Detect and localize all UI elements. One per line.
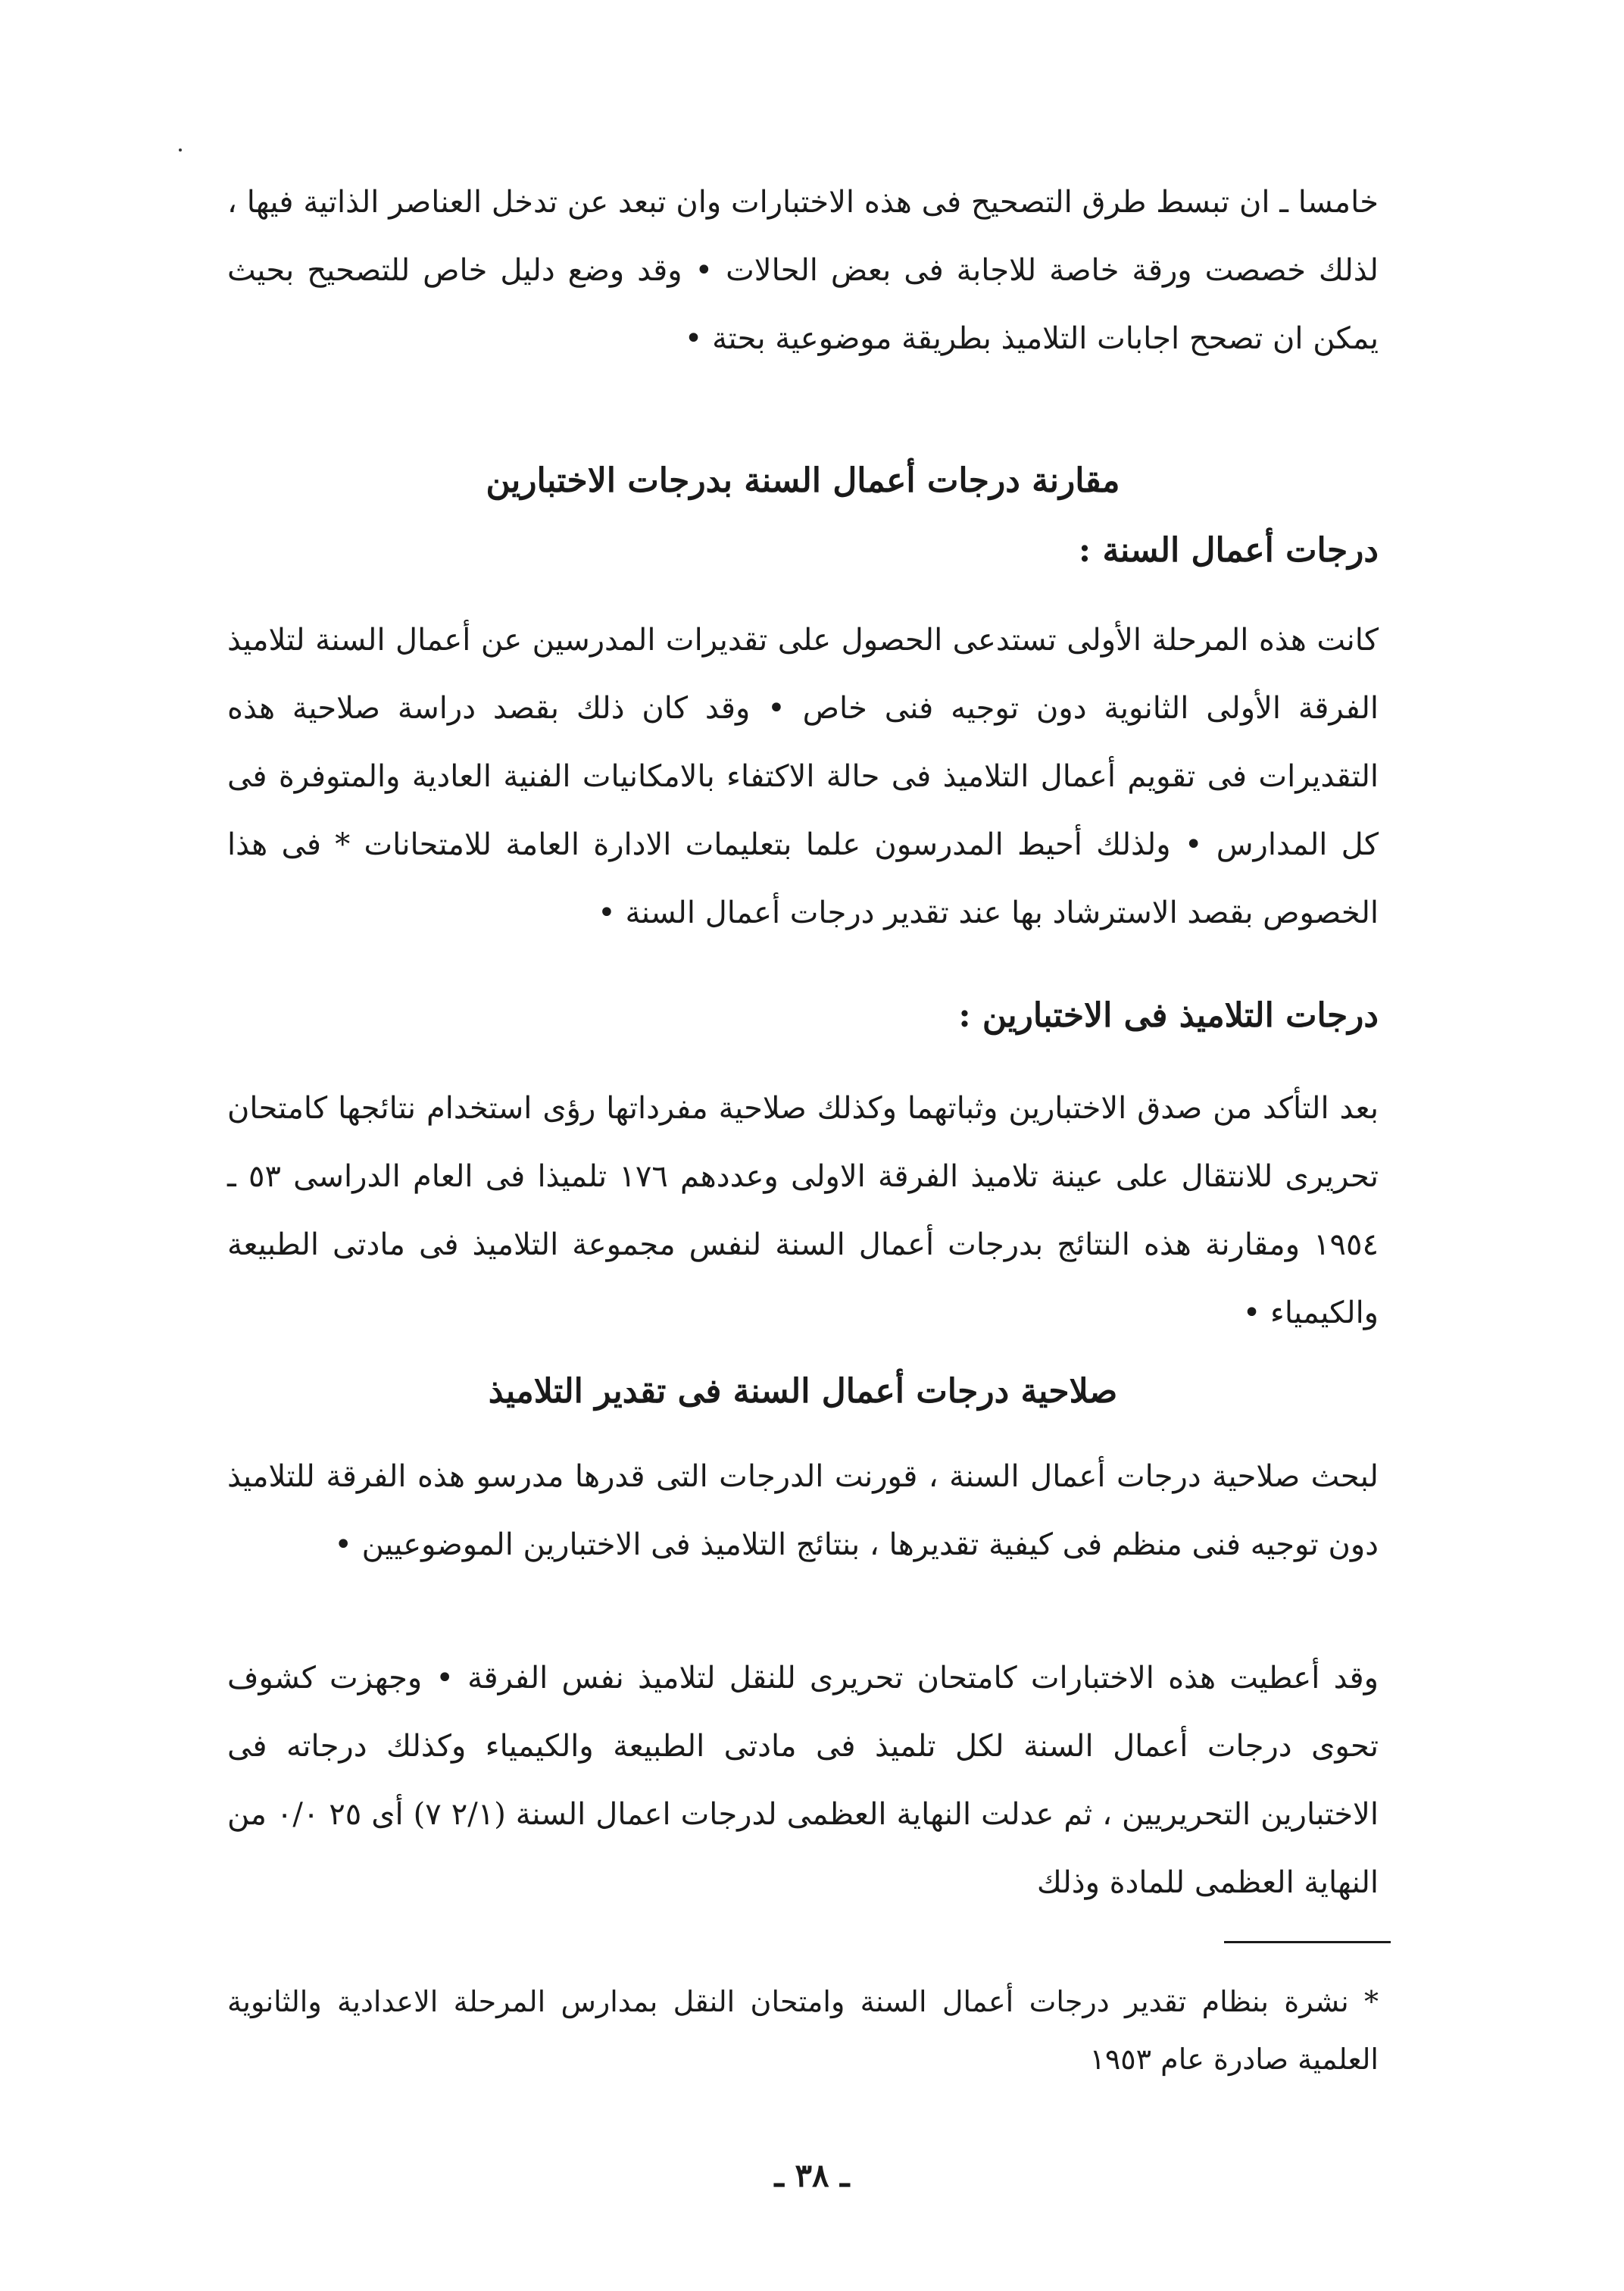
- paragraph-validity-1: لبحث صلاحية درجات أعمال السنة ، قورنت الدرجات التى قدرها مدرسو هذه الفرقة للتلاميذ دون توجيه فنى منظم فى كيفية تقديرها ، بنتائج التلاميذ فى الاختبارين الموضوعيين •: [227, 1459, 1379, 1562]
- heading-comparison: مقارنة درجات أعمال السنة بدرجات الاختبارين: [486, 461, 1120, 500]
- footnote: * نشرة بنظام تقدير درجات أعمال السنة وامتحان النقل بمدارس المرحلة الاعدادية والثانوية العلمية صادرة عام ١٩٥٣: [227, 1985, 1379, 2076]
- paragraph-validity-2: وقد أعطيت هذه الاختبارات كامتحان تحريرى للنقل لتلاميذ نفس الفرقة • وجهزت كشوف تحوى درجات أعمال السنة لكل تلميذ فى مادتى الطبيعة والكيمياء وكذلك درجاته فى الاختبارين التحريريين ، ثم عدلت النهاية العظمى لدرجات اعمال السنة (٢/١ ٧) أى ٢٥ ٠/٠ من النهاية العظمى للمادة وذلك: [227, 1661, 1379, 1900]
- paragraph-intro: خامسا ـ ان تبسط طرق التصحيح فى هذه الاختبارات وان تبعد عن تدخل العناصر الذاتية فيها ، لذلك خصصت ورقة خاصة للاجابة فى بعض الحالات • وقد وضع دليل خاص للتصحيح بحيث يمكن ان تصحح اجابات التلاميذ بطريقة موضوعية بحتة •: [227, 185, 1379, 356]
- heading-validity: صلاحية درجات أعمال السنة فى تقدير التلاميذ: [488, 1372, 1118, 1411]
- scan-speck: [179, 148, 182, 152]
- heading-test-grades: درجات التلاميذ فى الاختبارين :: [958, 996, 1379, 1035]
- page-number: ـ ٣٨ ـ: [774, 2157, 850, 2194]
- paragraph-year-grades: كانت هذه المرحلة الأولى تستدعى الحصول على تقديرات المدرسين عن أعمال السنة لتلاميذ الفرقة الأولى الثانوية دون توجيه فنى خاص • وقد كان ذلك بقصد دراسة صلاحية هذه التقديرات فى تقويم أعمال التلاميذ فى حالة الاكتفاء بالامكانيات الفنية العادية والمتوفرة فى كل المدارس • ولذلك أحيط المدرسون علما بتعليمات الادارة العامة للامتحانات * فى هذا الخصوص بقصد الاسترشاد بها عند تقدير درجات أعمال السنة •: [227, 623, 1379, 930]
- paragraph-test-grades: بعد التأكد من صدق الاختبارين وثباتهما وكذلك صلاحية مفرداتها رؤى استخدام نتائجها كامتحان تحريرى للانتقال على عينة تلاميذ الفرقة الاولى وعددهم ١٧٦ تلميذا فى العام الدراسى ٥٣ ـ ١٩٥٤ ومقارنة هذه النتائج بدرجات أعمال السنة لنفس مجموعة التلاميذ فى مادتى الطبيعة والكيمياء •: [227, 1091, 1379, 1330]
- footnote-divider: [1224, 1941, 1391, 1943]
- heading-year-grades: درجات أعمال السنة :: [1078, 531, 1379, 570]
